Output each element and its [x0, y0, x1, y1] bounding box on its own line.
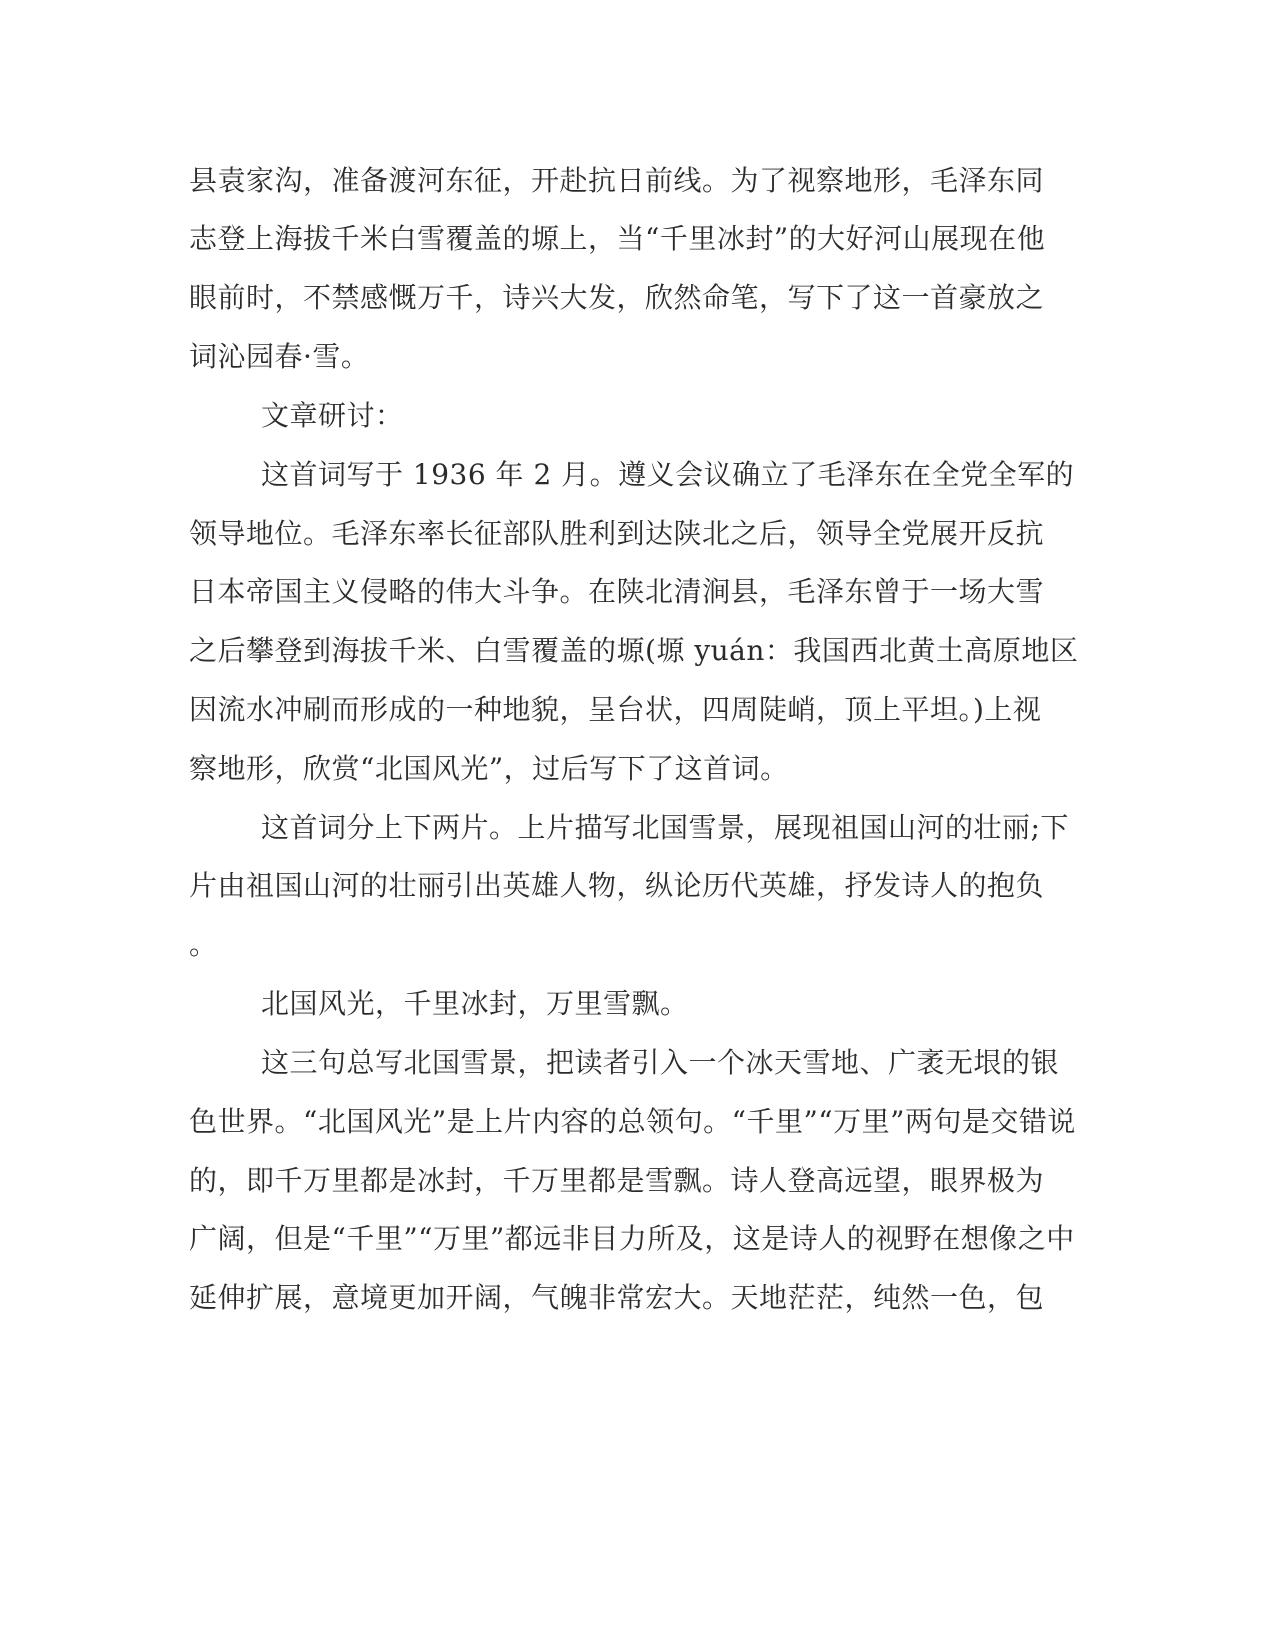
text-line: 的，即千万里都是冰封，千万里都是雪飘。诗人登高远望，眼界极为 — [189, 1164, 1045, 1197]
text-line: 广阔，但是“千里”“万里”都远非目力所及，这是诗人的视野在想像之中 — [189, 1222, 1075, 1255]
text-line: 因流水冲刷而形成的一种地貌，呈台状，四周陡峭，顶上平坦。)上视 — [189, 693, 1042, 726]
text-line: 察地形，欣赏“北国风光”，过后写下了这首词。 — [189, 752, 789, 785]
text-line: 片由祖国山河的壮丽引出英雄人物，纵论历代英雄，抒发诗人的抱负 — [189, 869, 1045, 902]
paragraph-start-line: 这首词写于 1936 年 2 月。遵义会议确立了毛泽东在全党全军的 — [261, 458, 1075, 491]
text-line: 眼前时，不禁感慨万千，诗兴大发，欣然命笔，写下了这一首豪放之 — [189, 281, 1045, 314]
text-line: 词沁园春·雪。 — [189, 340, 370, 373]
quoted-verse-line: 北国风光，千里冰封，万里雪飘。 — [261, 987, 689, 1020]
text-line: 日本帝国主义侵略的伟大斗争。在陕北清涧县，毛泽东曾于一场大雪 — [189, 575, 1045, 608]
paragraph-start-line: 这首词分上下两片。上片描写北国雪景，展现祖国山河的壮丽;下 — [261, 811, 1069, 844]
text-line: 色世界。“北国风光”是上片内容的总领句。“千里”“万里”两句是交错说 — [189, 1105, 1076, 1138]
text-line: 领导地位。毛泽东率长征部队胜利到达陕北之后，领导全党展开反抗 — [189, 517, 1045, 550]
section-heading: 文章研讨： — [261, 399, 404, 432]
paragraph-start-line: 这三句总写北国雪景，把读者引入一个冰天雪地、广袤无垠的银 — [261, 1046, 1060, 1079]
text-line: 。 — [189, 928, 218, 961]
text-line: 延伸扩展，意境更加开阔，气魄非常宏大。天地茫茫，纯然一色，包 — [189, 1281, 1045, 1314]
text-line: 之后攀登到海拔千米、白雪覆盖的塬(塬 yuán：我国西北黄土高原地区 — [189, 634, 1079, 667]
text-line: 县袁家沟，准备渡河东征，开赴抗日前线。为了视察地形，毛泽东同 — [189, 164, 1045, 197]
text-line: 志登上海拔千米白雪覆盖的塬上，当“千里冰封”的大好河山展现在他 — [189, 222, 1046, 255]
